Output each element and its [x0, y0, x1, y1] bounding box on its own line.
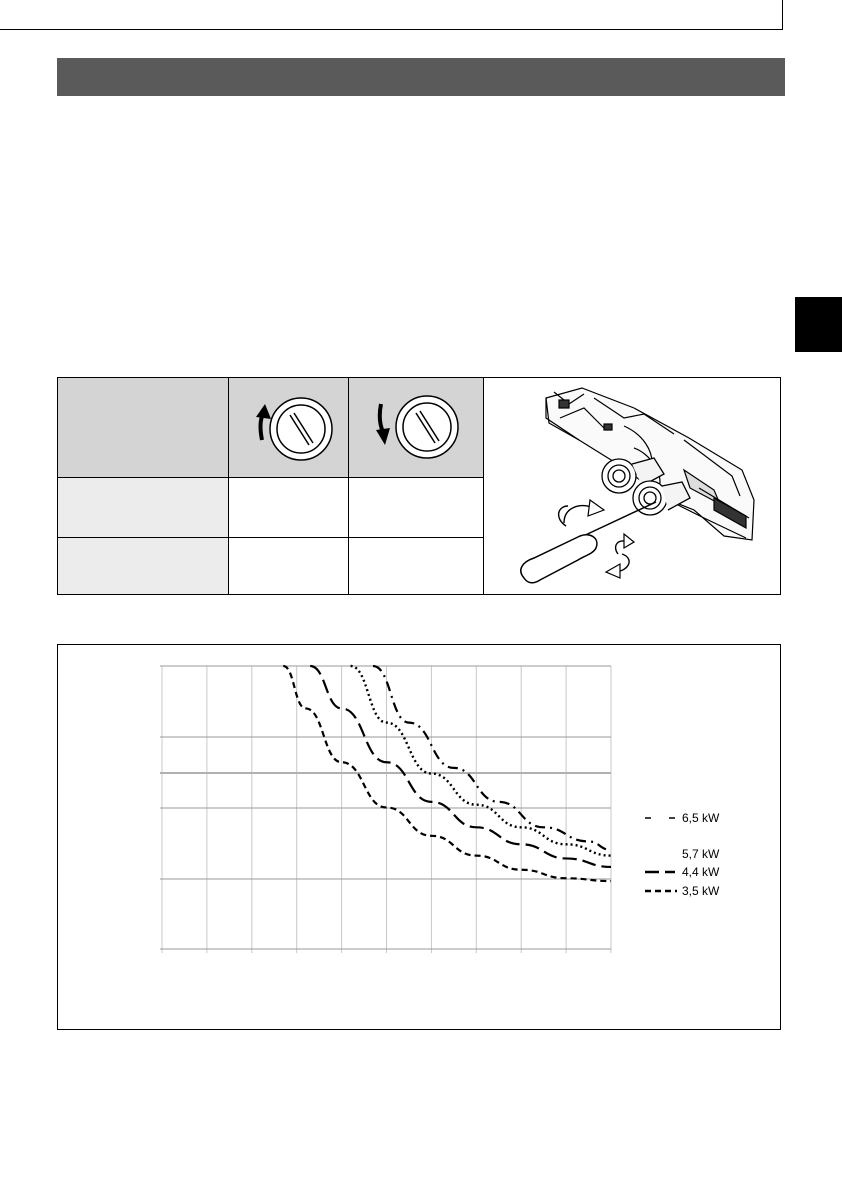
header-rule-tick	[782, 0, 783, 30]
valve-adjustment-illustration	[484, 378, 780, 594]
table-row-1-ccw	[349, 478, 484, 538]
header-rule	[0, 29, 783, 30]
table-row-2-ccw	[349, 538, 484, 594]
screw-turn-counterclockwise-icon	[349, 378, 484, 478]
table-header-clockwise	[229, 378, 349, 478]
table-row-1-cw	[229, 478, 349, 538]
table-header-counterclockwise	[349, 378, 484, 478]
pump-curve-chart	[58, 645, 780, 1029]
section-title-bar	[57, 58, 785, 96]
chapter-tab	[795, 297, 842, 352]
table-row-2-label	[58, 538, 229, 594]
table-row-2-cw	[229, 538, 349, 594]
table-header-label	[58, 378, 229, 478]
table-row-1-label	[58, 478, 229, 538]
legend-label-0: 6,5 kW	[682, 811, 720, 825]
legend-label-1: 5,7 kW	[682, 847, 720, 861]
legend-label-2: 4,4 kW	[682, 865, 720, 879]
screw-turn-clockwise-icon	[229, 378, 349, 478]
legend-label-3: 3,5 kW	[682, 884, 720, 898]
pump-curve-chart-frame	[57, 644, 781, 1030]
valve-illustration-cell	[484, 378, 780, 594]
adjustment-table	[57, 377, 781, 595]
